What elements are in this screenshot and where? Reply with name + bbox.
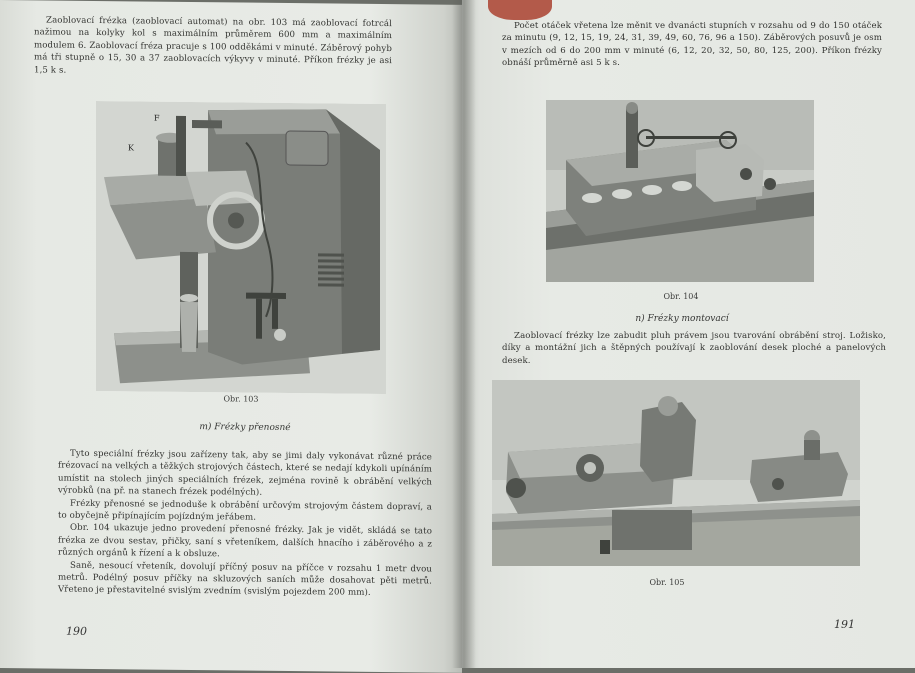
thumb-holding-page	[488, 0, 552, 20]
right-page	[462, 0, 915, 668]
left-body-paragraph-4: Saně, nesoucí vřeteník, dovolují příčný posuv na příčce v rozsahu 1 metr dvou metrů. Podélný posuv příčky na skluzových saních může dosahovat pěti metrů. Vřeteno je přestavitelné svislým zvedním (svislým pojezdem 200 mm).	[58, 560, 432, 599]
section-title-m: m) Frézky přenosné	[199, 422, 291, 434]
figure-105-caption: Obr. 105	[649, 578, 685, 587]
figure-label-f: F	[154, 113, 160, 123]
right-section-paragraph: Zaoblovací frézky lze zabudit pluh právem jsou tvarování obrábění stroj. Ložisko, díky a montážní jich a štěpných používají k zaoblování desek ploché a panelových desek.	[502, 331, 886, 366]
figure-105-milling-machines	[492, 380, 860, 566]
figure-103-caption: Obr. 103	[223, 394, 259, 404]
figure-label-k: K	[128, 143, 134, 153]
figure-103-milling-machine	[96, 101, 386, 394]
section-title-n: n) Frézky montovací	[635, 314, 729, 324]
right-page-number: 191	[834, 618, 855, 631]
left-body-paragraph-1: Tyto speciální frézky jsou zařízeny tak, aby se jimi daly vykonávat různé práce frézovací na velkých a těžkých strojových částech, které se nedají kdykoli upínáním umístit na stolech jiných speciálních frézek, zejména rovině k obrábění velkých výrobků (na př. na stanech frézek podélných).	[58, 448, 432, 498]
right-intro-paragraph: Počet otáček vřetena lze měnit ve dvanácti stupních v rozsahu od 9 do 150 otáček za minutu (9, 12, 15, 19, 24, 31, 39, 49, 60, 76, 96 a 150). Záběrových posuvů je osm v mezích od 6 do 200 mm v minuté (6, 12, 20, 32, 50, 80, 125, 200). Příkon frézky obnáší průměrně asi 5 k s.	[502, 21, 882, 69]
right-intro-text	[502, 20, 882, 70]
left-intro-paragraph: Zaoblovací frézka (zaoblovací automat) na obr. 103 má zaoblovací fotrcál nažimou na kolyky kol s maximálním průměrem 600 mm a maximálním modulem 6. Zaoblovací fréza pracuje s 100 odděkámi v minuté. Záběrový pohyb má tři stupně o 15, 30 a 37 zaoblovacích výkyvy v minuté. Příkon frézky je asi 1,5 k s.	[34, 15, 392, 76]
left-body-paragraph-3: Obr. 104 ukazuje jedno provedení přenosné frézky. Jak je vidět, skládá se tato frézka ze dvou sestav, přičky, saní s vřeteníkem, dalších hnacího i záběrového a z různých orgánů k řízení a k obsluze.	[58, 523, 432, 560]
milling-machines-illustration	[492, 380, 860, 566]
book-gutter-shadow	[452, 0, 476, 668]
left-page-number: 190	[66, 624, 87, 638]
left-body-paragraph-2: Frézky přenosné se jednoduše k obrábění určovým strojovým částem dopraví, a to obyčejně připínajícím pojízdným jeřábem.	[58, 498, 432, 523]
left-intro-text	[34, 14, 392, 80]
portable-milling-illustration	[546, 100, 814, 282]
milling-machine-illustration	[96, 101, 386, 394]
right-section-text	[502, 330, 886, 367]
left-body-text	[58, 448, 432, 601]
figure-104-portable-milling	[546, 100, 814, 282]
figure-104-caption: Obr. 104	[663, 292, 699, 301]
